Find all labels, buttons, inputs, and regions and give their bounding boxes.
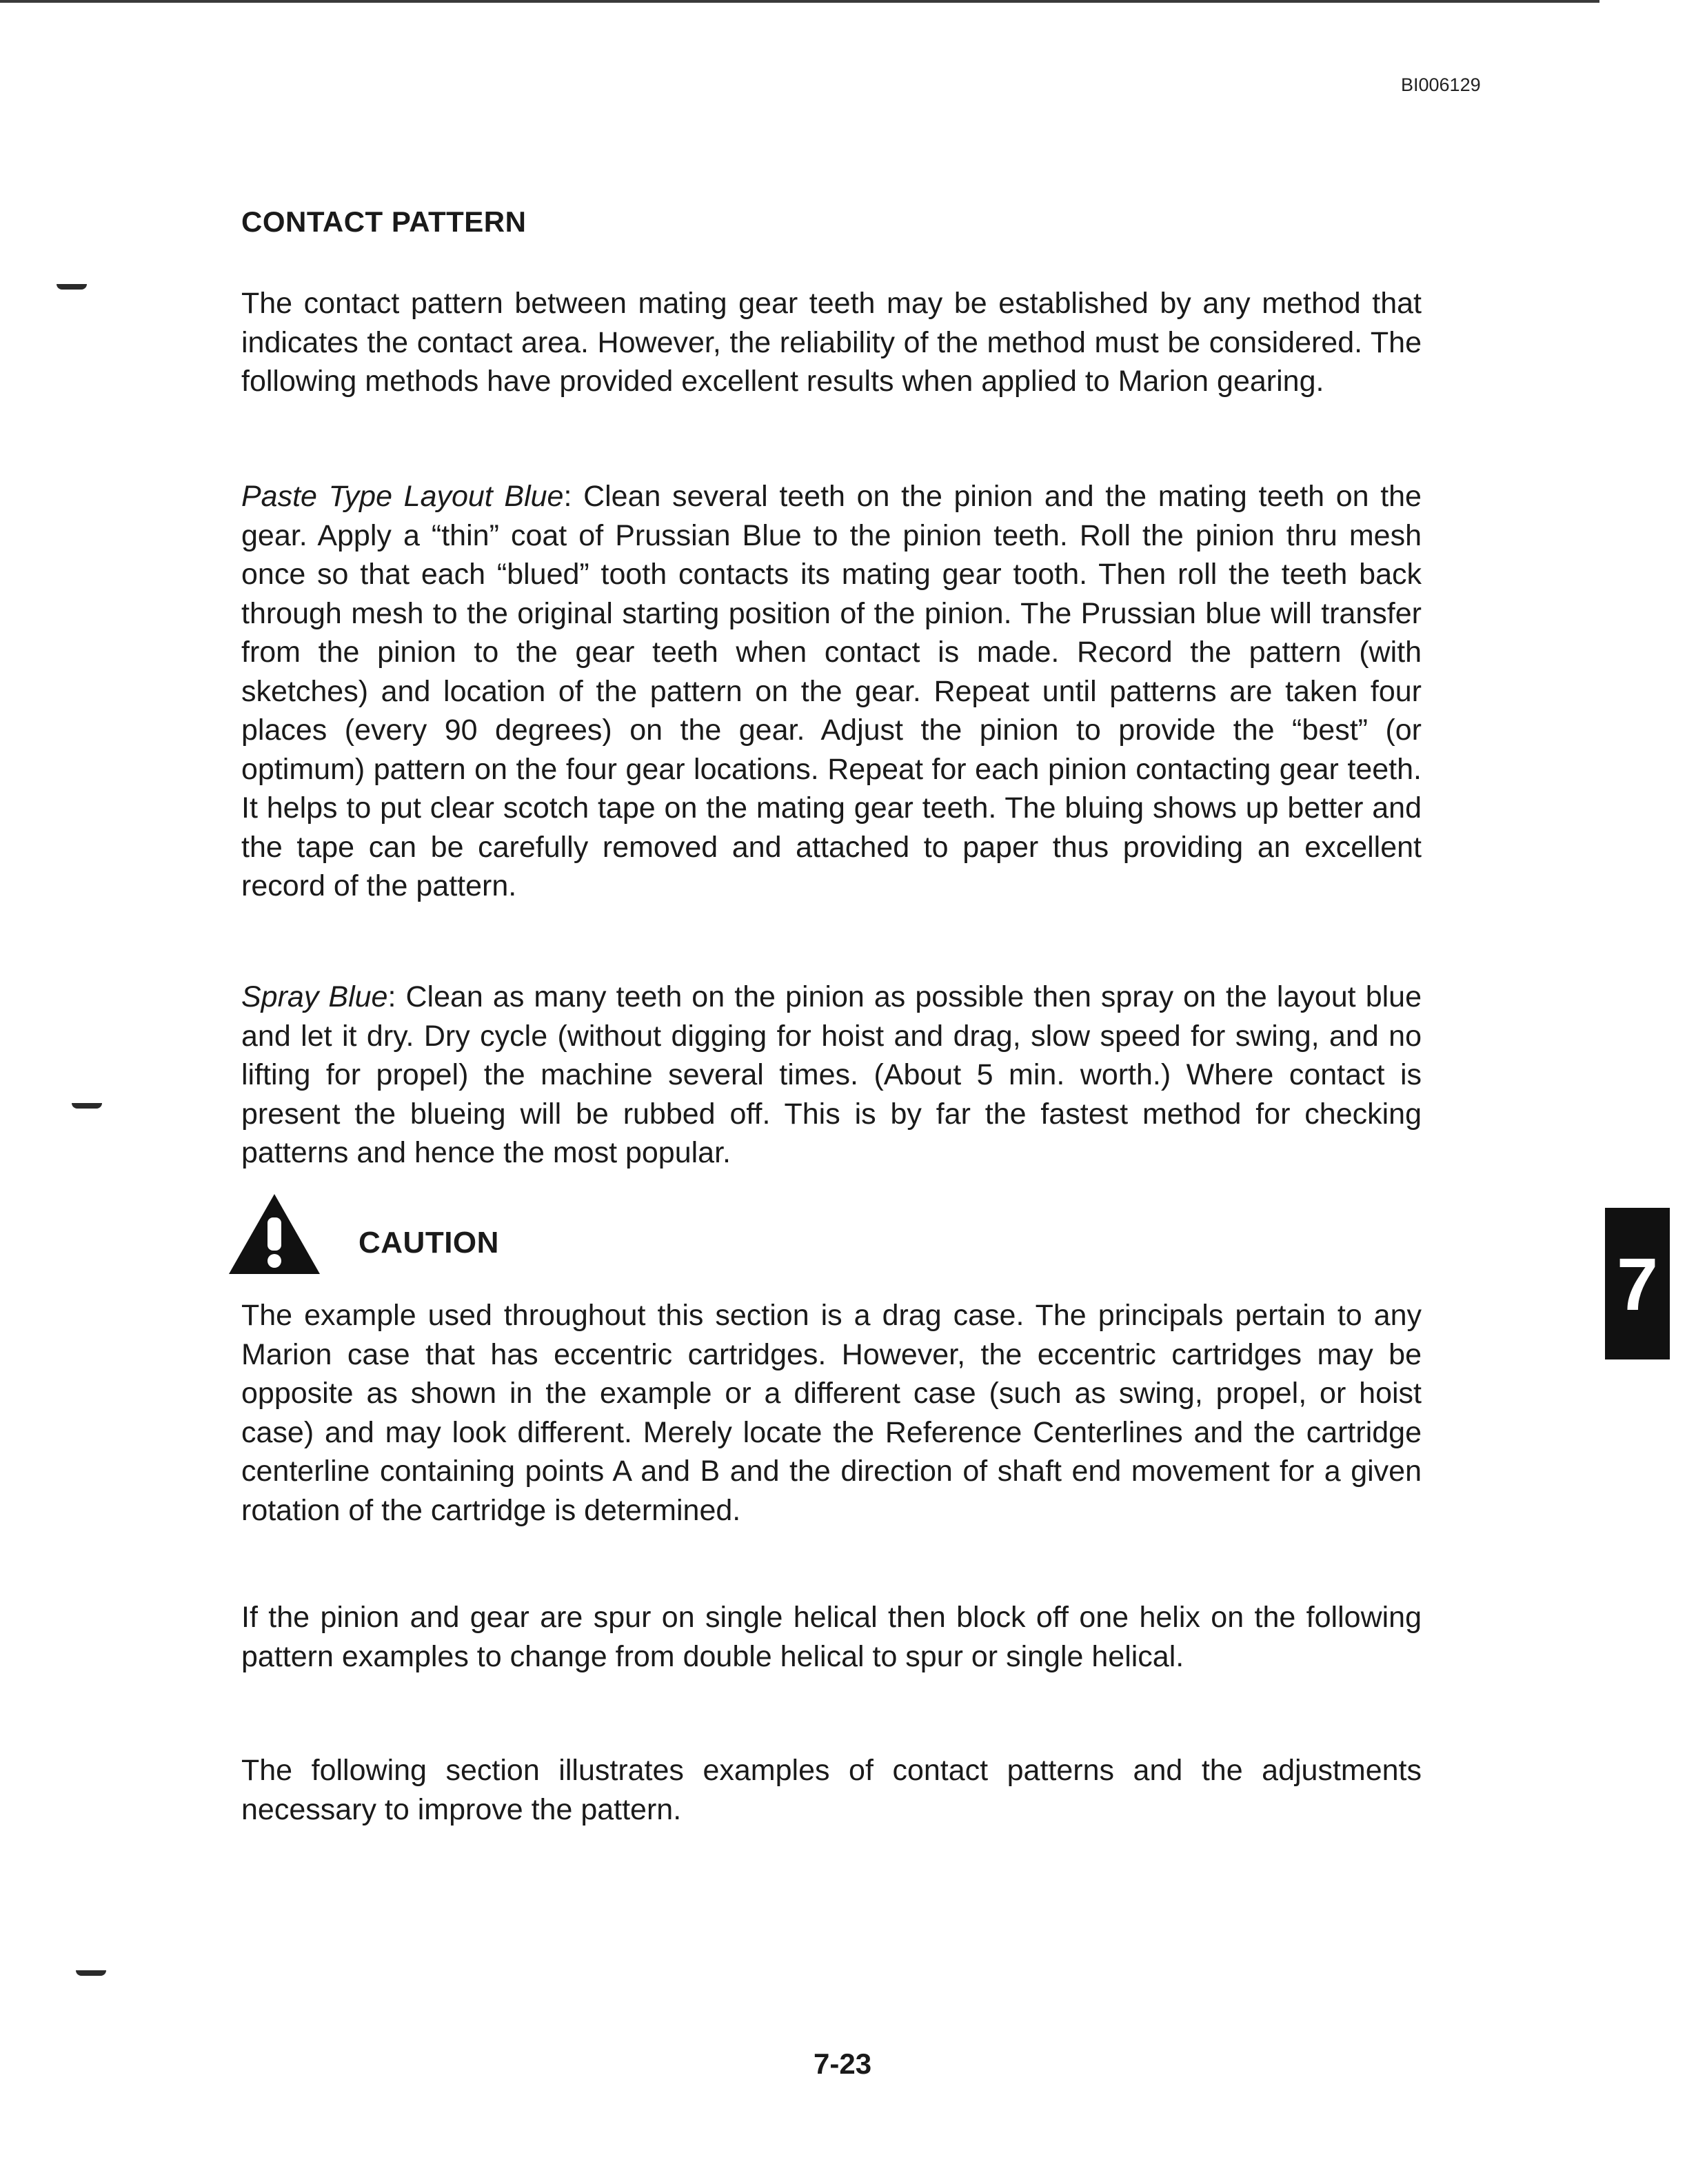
intro-paragraph bbox=[241, 284, 1422, 401]
closing-paragraph bbox=[241, 1751, 1422, 1829]
paste-method-text: Clean several teeth on the pinion and the mating teeth on the gear. Apply a “thin” coat of Prussian Blue to the pinion teeth. Roll the pinion thru mesh once so that each “blued” tooth contacts its mating gear tooth. Then roll the teeth back through mesh to the original starting position of the pinion. The Prussian blue will transfer from the pinion to the gear teeth when contact is made. Record the pattern (with sketches) and location of the pattern on the gear. Repeat until patterns are taken four places (every 90 degrees) on the gear. Adjust the pinion to provide the “best” (or optimum) pattern on the four gear locations. Repeat for each pinion contacting gear teeth. It helps to put clear scotch tape on the mating gear teeth. The bluing shows up better and the tape can be carefully removed and attached to paper thus providing an excellent record of the pattern. bbox=[241, 480, 1422, 902]
helical-text: If the pinion and gear are spur on single helical then block off one helix on the following pattern examples to change from double helical to spur or single helical. bbox=[241, 1601, 1422, 1673]
paste-method-paragraph: Paste Type Layout Blue: Clean several teeth on the pinion and the mating teeth on the gear. Apply a “thin” coat of Prussian Blue to the pinion teeth. Roll the pinion thru mesh once so that each “blued” tooth contacts its mating gear tooth. Then roll the teeth back through mesh to the original starting position of the pinion. The Prussian blue will transfer from the pinion to the gear teeth when contact is made. Record the pattern (with sketches) and location of the pattern on the gear. Repeat until patterns are taken four places (every 90 degrees) on the gear. Adjust the pinion to provide the “best” (or optimum) pattern on the four gear locations. Repeat for each pinion contacting gear teeth. It helps to put clear scotch tape on the mating gear teeth. The bluing shows up better and the tape can be carefully removed and attached to paper thus providing an excellent record of the pattern. bbox=[241, 480, 1422, 902]
warning-triangle-icon bbox=[226, 1191, 323, 1277]
closing-text: The following section illustrates examples of contact patterns and the adjustments necessary to improve the pattern. bbox=[241, 1754, 1422, 1826]
top-rule bbox=[0, 0, 1599, 3]
section-tab-number: 7 bbox=[1616, 1242, 1659, 1326]
page-number: 7-23 bbox=[814, 2048, 872, 2080]
caution-label: CAUTION bbox=[359, 1226, 499, 1260]
section-heading: CONTACT PATTERN bbox=[241, 205, 527, 238]
document-id: BI006129 bbox=[1401, 74, 1481, 95]
caution-paragraph bbox=[241, 1296, 1422, 1530]
spray-method-text: Clean as many teeth on the pinion as possible then spray on the layout blue and let it dry. Dry cycle (without digging for hoist and drag, slow speed for swing, and no lifting for propel) the machine several times. (About 5 min. worth.) Where contact is present the blueing will be rubbed off. This is by far the fastest method for checking patterns and hence the most popular. bbox=[241, 980, 1422, 1169]
section-tab bbox=[1605, 1208, 1670, 1359]
caution-text: The example used throughout this section is a drag case. The principals pertain to any Marion case that has eccentric cartridges. However, the eccentric cartridges may be opposite as shown in the example or a different case (such as swing, propel, or hoist case) and may look different. Merely locate the Reference Centerlines and the cartridge centerline containing points A and B and the direction of shaft end movement for a given rotation of the cartridge is determined. bbox=[241, 1299, 1422, 1527]
caution-header bbox=[226, 1191, 847, 1281]
spray-method-title: Spray Blue bbox=[241, 980, 388, 1013]
margin-mark bbox=[57, 284, 87, 290]
spray-method-paragraph: Spray Blue: Clean as many teeth on the pinion as possible then spray on the layout blue and let it dry. Dry cycle (without digging for hoist and drag, slow speed for swing, and no lifting for propel) the machine several times. (About 5 min. worth.) Where contact is present the blueing will be rubbed off. This is by far the fastest method for checking patterns and hence the most popular. bbox=[241, 980, 1422, 1169]
helical-paragraph bbox=[241, 1598, 1422, 1676]
margin-mark bbox=[76, 1970, 106, 1976]
intro-text: The contact pattern between mating gear teeth may be established by any method that indicates the contact area. However, the reliability of the method must be considered. The following methods have provided excellent results when applied to Marion gearing. bbox=[241, 287, 1422, 398]
paste-method-title: Paste Type Layout Blue bbox=[241, 480, 564, 513]
margin-mark bbox=[72, 1103, 102, 1109]
